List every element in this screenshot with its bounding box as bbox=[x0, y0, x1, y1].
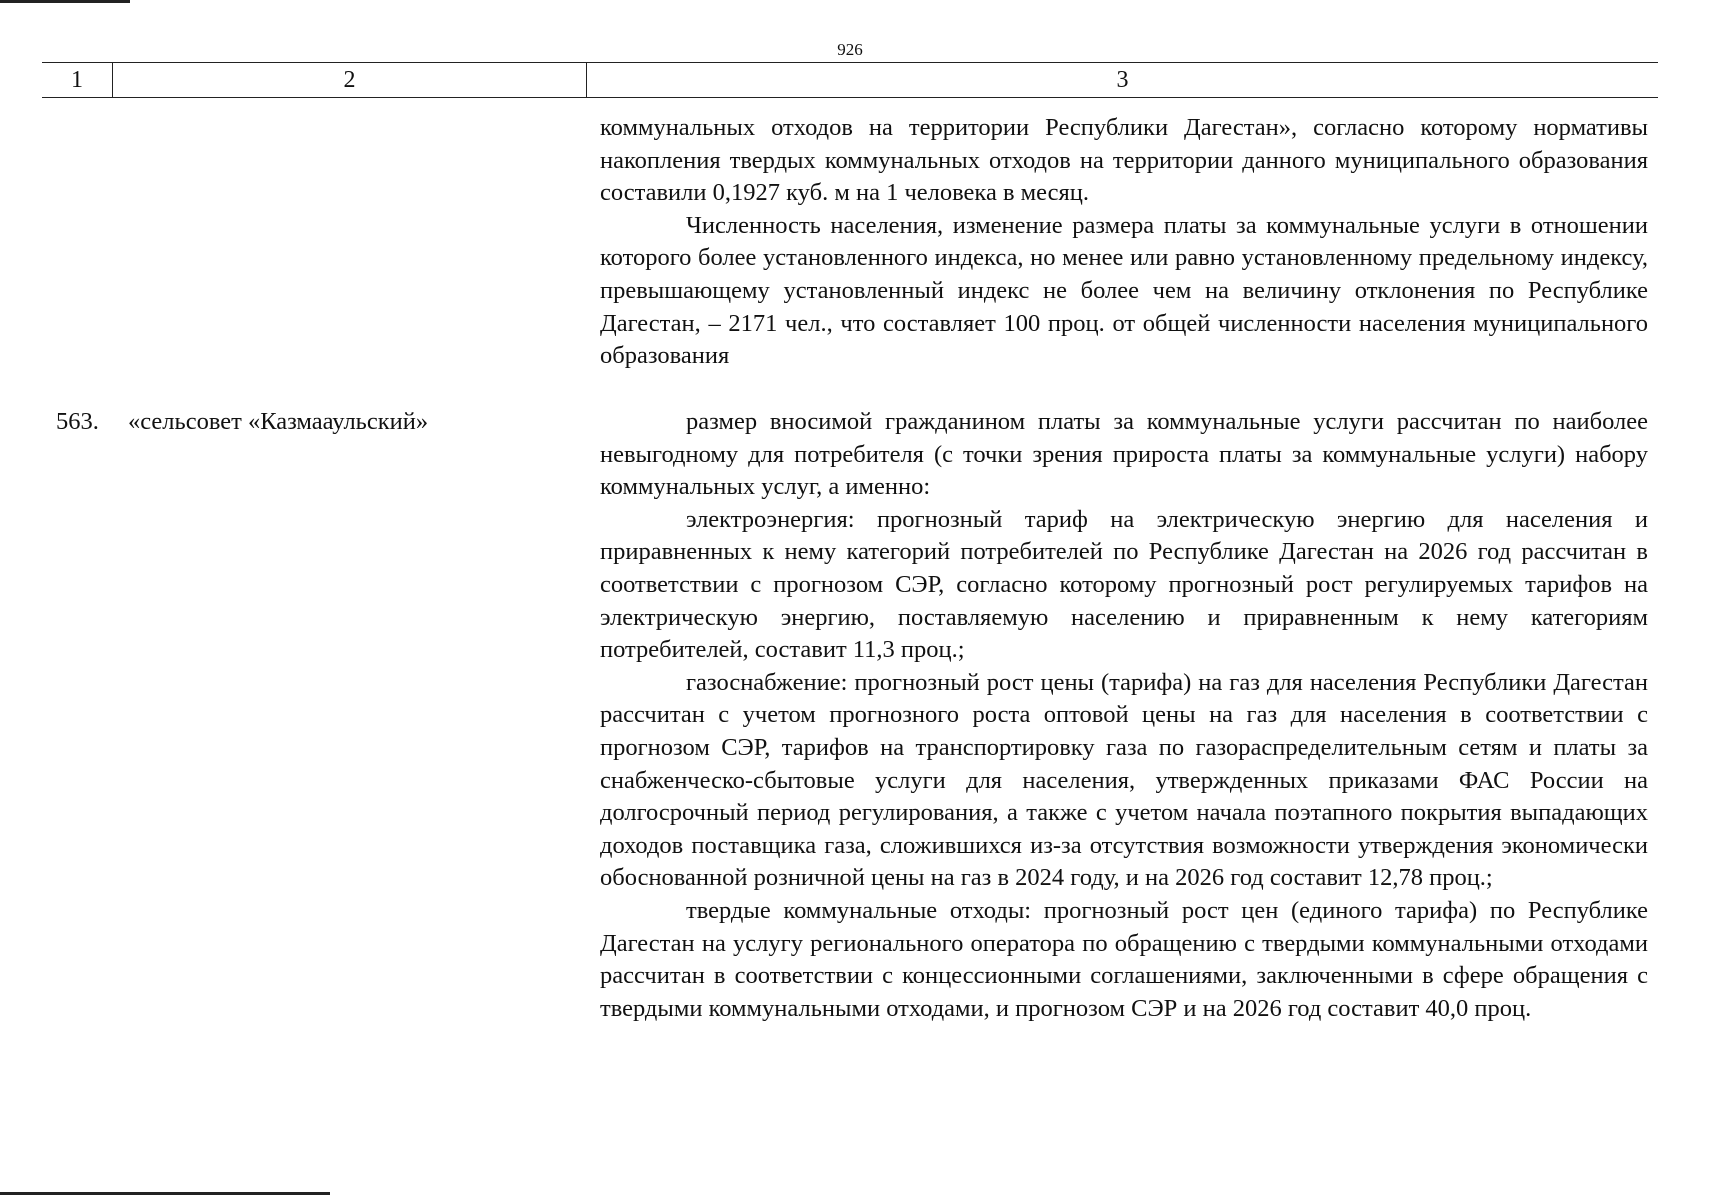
population-paragraph: Численность населения, изменение размера платы за коммунальные услуги в отношении которого более установленного индекса, но менее или равно установленному предельному индексу, превышающему установленный индекс не более чем на величину отклонения по Республике Дагестан, – 2171 чел., что составляет 100 проц. от общей численности населения муниципального образования bbox=[600, 211, 1648, 370]
waste-paragraph: твердые коммунальные отходы: прогнозный рост цен (единого тарифа) по Республике Дагестан на услугу регионального оператора по обращению с твердыми коммунальными отходами рассчитан в соответствии с концессионными соглашениями, заключенными в сфере обращения с твердыми коммунальными отходами, и прогнозом СЭР и на 2026 год составит 40,0 проц. bbox=[600, 896, 1648, 1022]
column-header-2: 2 bbox=[113, 63, 587, 97]
scan-edge-bottom bbox=[0, 1192, 330, 1195]
column-header-row bbox=[42, 62, 1658, 98]
entry-text-block bbox=[600, 406, 1648, 1025]
scan-edge-top bbox=[0, 0, 130, 3]
gas-paragraph: газоснабжение: прогнозный рост цены (тарифа) на газ для населения Республики Дагестан рассчитан с учетом прогнозного роста оптовой цены на газ для населения в соответствии с прогнозом СЭР, тарифов на транспортировку газа по газораспределительным сетям и платы за снабженческо-сбытовые услуги для населения, утвержденных приказами ФАС России на долгосрочный период регулирования, а также с учетом начала поэтапного покрытия выпадающих доходов поставщика газа, сложившихся из-за отсутствия возможности утверждения экономически обоснованной розничной цены на газ в 2024 году, и на 2026 год составит 12,78 проц.; bbox=[600, 668, 1648, 892]
continuation-paragraph: коммунальных отходов на территории Республики Дагестан», согласно которому нормативы накопления твердых коммунальных отходов на территории данного муниципального образования составили 0,1927 куб. м на 1 человека в месяц. bbox=[600, 114, 1648, 207]
electricity-paragraph: электроэнергия: прогнозный тариф на электрическую энергию для населения и приравненных к нему категорий потребителей по Республике Дагестан на 2026 год рассчитан в соответствии с прогнозом СЭР, согласно которому прогнозный рост регулируемых тарифов на электрическую энергию, поставляемую населению и приравненным к нему категориям потребителей, составит 11,3 проц.; bbox=[600, 505, 1648, 664]
page-number: 926 bbox=[837, 40, 863, 59]
payment-paragraph: размер вносимой гражданином платы за коммунальные услуги рассчитан по наиболее невыгодному для потребителя (с точки зрения прироста платы за коммунальные услуги) набору коммунальных услуг, а именно: bbox=[600, 408, 1648, 501]
column-header-1: 1 bbox=[42, 63, 113, 97]
continuation-text-block bbox=[600, 112, 1648, 373]
entry-number: 563. bbox=[56, 408, 99, 435]
municipality-name: «сельсовет «Казмааульский» bbox=[128, 408, 429, 435]
column-header-3: 3 bbox=[1116, 66, 1129, 93]
